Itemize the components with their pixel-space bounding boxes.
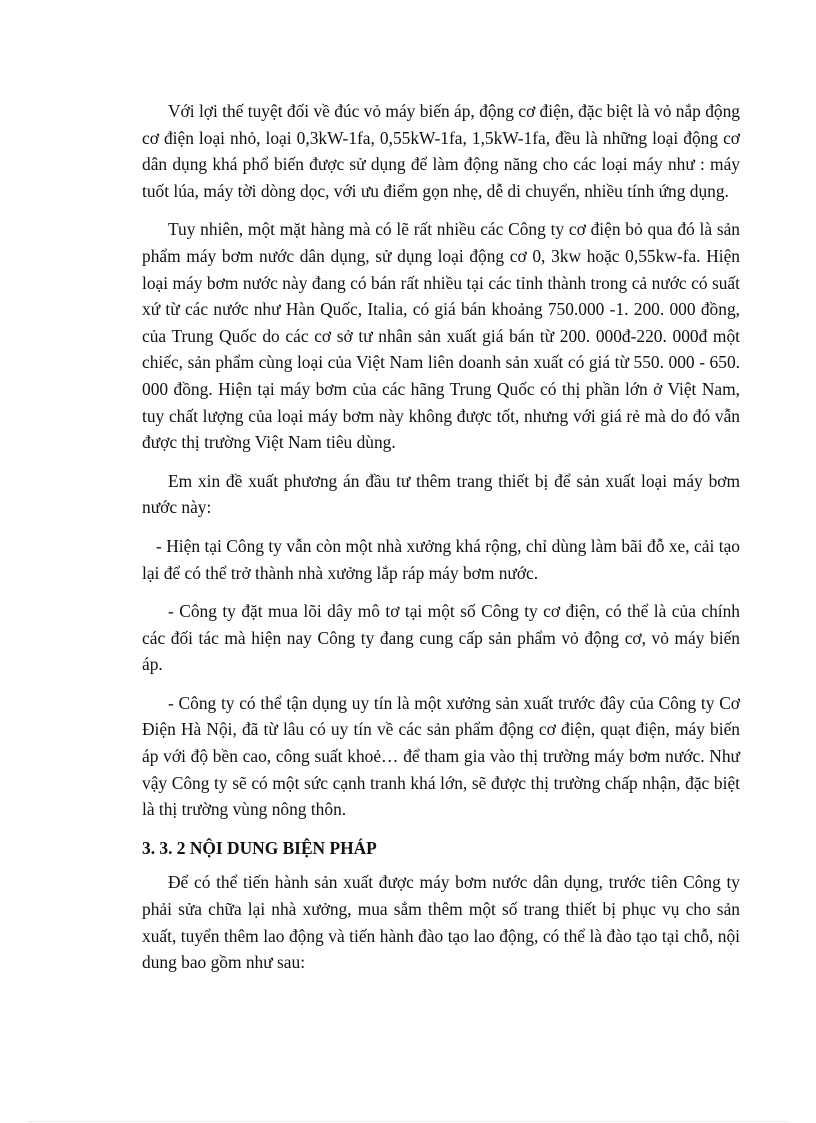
section-heading: 3. 3. 2 NỘI DUNG BIỆN PHÁP <box>142 837 377 858</box>
paragraph-advantage: Với lợi thế tuyệt đối về đúc vỏ máy biến áp, động cơ điện, đặc biệt là vỏ nắp động cơ điện loại nhỏ, loại 0,3kW-1fa, 0,55kW-1fa, 1,5kW-1fa, đều là những loại động cơ dân dụng khá phổ biến được sử dụng để làm động năng cho các loại máy như : máy tuốt lúa, máy tời dòng dọc, với ưu điểm gọn nhẹ, dễ di chuyển, nhiều tính ứng dụng. <box>142 101 740 201</box>
paragraph-market-analysis: Tuy nhiên, một mặt hàng mà có lẽ rất nhiều các Công ty cơ điện bỏ qua đó là sản phẩm máy bơm nước dân dụng, sử dụng loại động cơ 0, 3kw hoặc 0,55kw-fa. Hiện loại máy bơm nước này đang có bán rất nhiều tại các tỉnh thành trong cả nước có suất xứ từ các nước như Hàn Quốc, Italia, có giá bán khoảng 750.000 -1. 200. 000 đồng, của Trung Quốc do các cơ sở tư nhân sản xuất giá bán từ 200. 000đ-220. 000đ một chiếc, sản phẩm cùng loại của Việt Nam liên doanh sản xuất có giá từ 550. 000 - 650. 000 đồng. Hiện tại máy bơm của các hãng Trung Quốc có thị phần lớn ở Việt Nam, tuy chất lượng của loại máy bơm này không được tốt, nhưng với giá rẻ mà do đó vẫn được thị trường Việt Nam tiêu dùng. <box>142 219 740 453</box>
paragraph-implementation: Để có thể tiến hành sản xuất được máy bơm nước dân dụng, trước tiên Công ty phải sửa chữa lại nhà xưởng, mua sắm thêm một số trang thiết bị phục vụ cho sản xuất, tuyển thêm lao động và tiến hành đào tạo lao động, có thể là đào tạo tại chỗ, nội dung bao gồm như sau: <box>142 872 740 973</box>
document-body <box>142 98 740 988</box>
paragraph-proposal: Em xin đề xuất phương án đầu tư thêm trang thiết bị để sản xuất loại máy bơm nước này: <box>142 470 740 518</box>
bullet-workshop: - Hiện tại Công ty vẫn còn một nhà xưởng khá rộng, chỉ dùng làm bãi đỗ xe, cải tạo lại để có thể trở thành nhà xưởng lắp ráp máy bơm nước. <box>142 535 740 583</box>
bullet-motor-purchase: - Công ty đặt mua lõi dây mô tơ tại một số Công ty cơ điện, có thể là của chính các đối tác mà hiện nay Công ty đang cung cấp sản phẩm vỏ động cơ, vỏ máy biến áp. <box>142 601 740 675</box>
page-bottom-rule <box>28 1121 788 1122</box>
bullet-reputation: - Công ty có thể tận dụng uy tín là một xưởng sản xuất trước đây của Công ty Cơ Điện Hà Nội, đã từ lâu có uy tín về các sản phẩm động cơ điện, quạt điện, máy biến áp với độ bền cao, công suất khoẻ… để tham gia vào thị trường máy bơm nước. Như vậy Công ty sẽ có một sức cạnh tranh khá lớn, sẽ được thị trường chấp nhận, đặc biệt là thị trường vùng nông thôn. <box>142 692 740 820</box>
